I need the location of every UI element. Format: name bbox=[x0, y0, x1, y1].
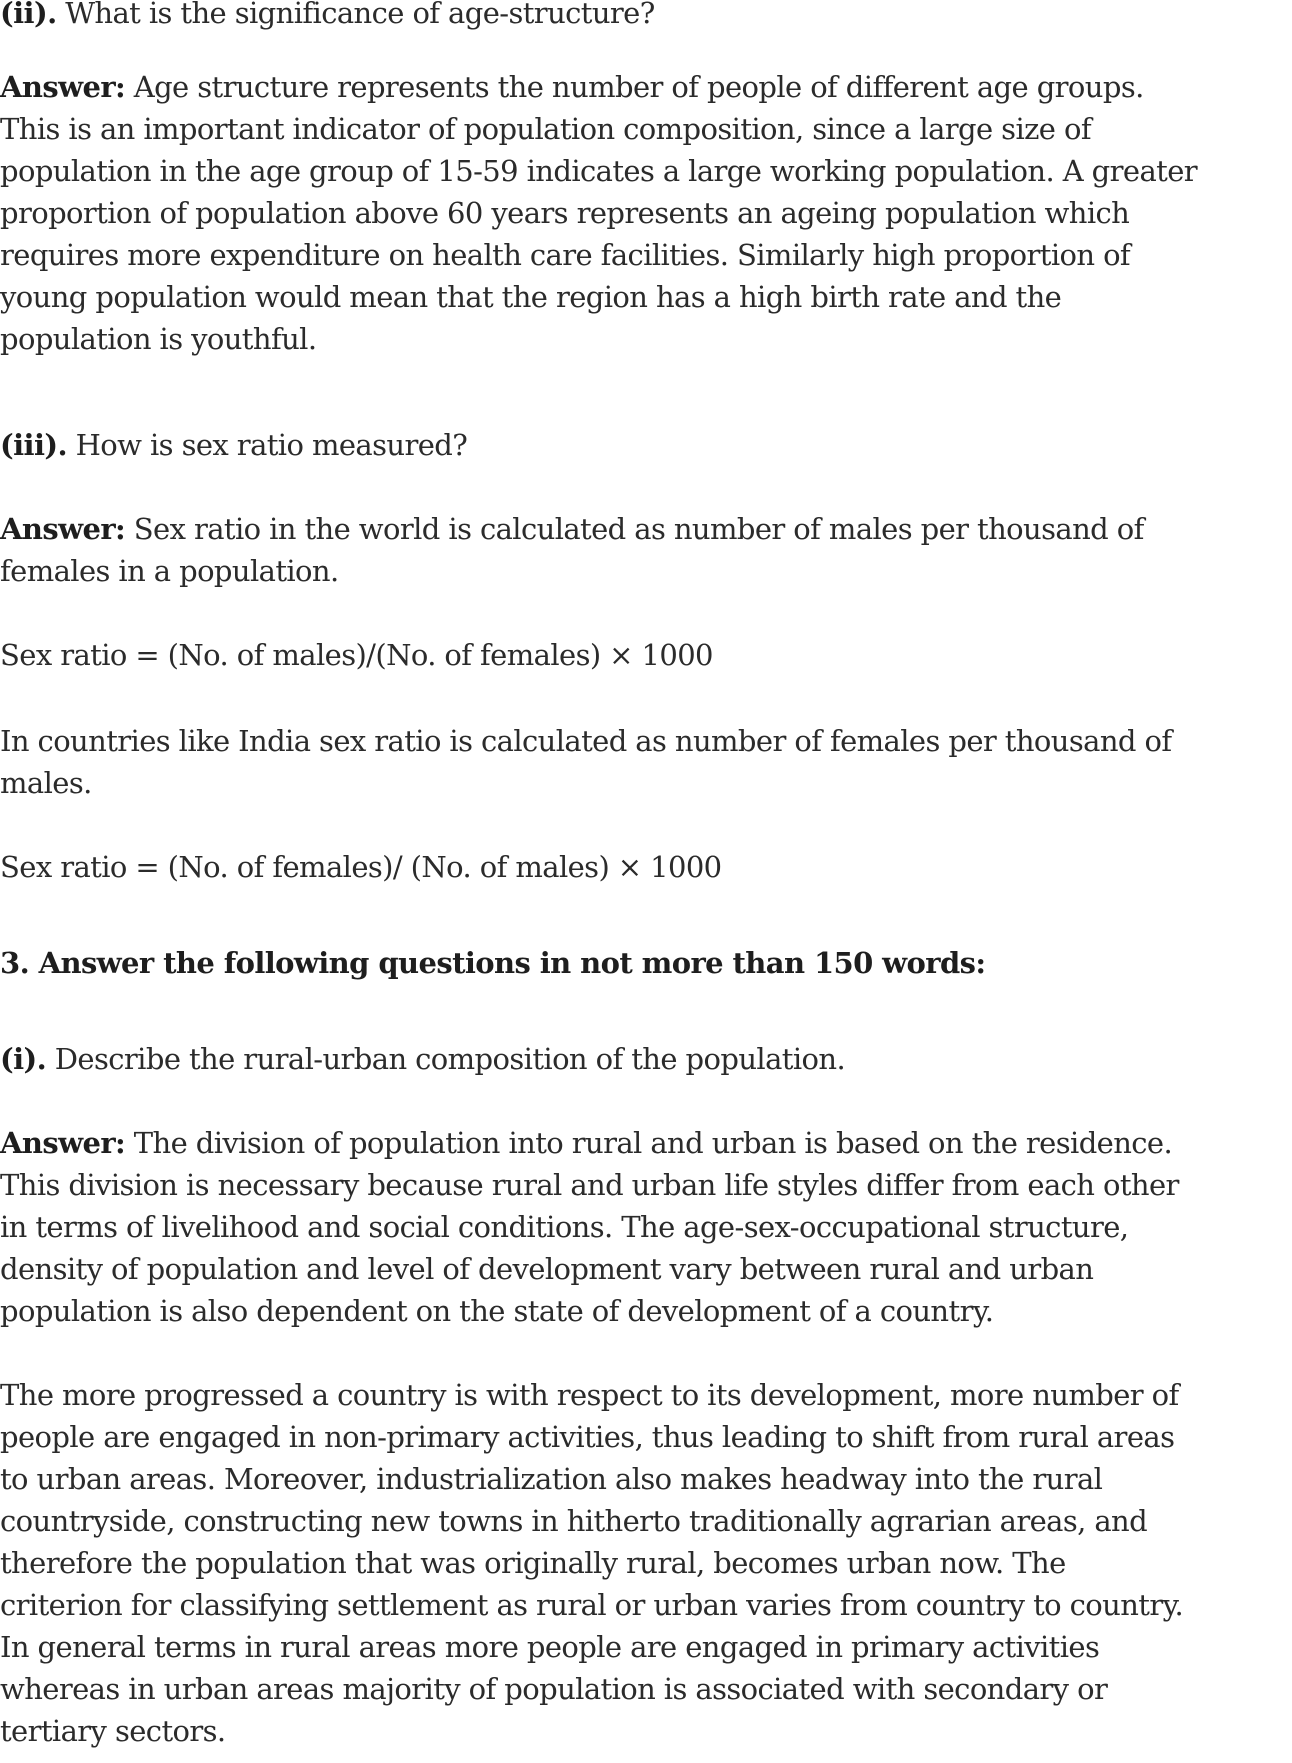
answer-line: population is youthful. bbox=[0, 322, 317, 356]
question-label: (iii). bbox=[0, 428, 67, 462]
question-label: (i). bbox=[0, 1042, 47, 1076]
question-label: (ii). bbox=[0, 0, 57, 30]
answer-line: criterion for classifying settlement as rural or urban varies from country to country. bbox=[0, 1588, 1184, 1622]
formula-india: Sex ratio = (No. of females)/ (No. of males) × 1000 bbox=[0, 850, 722, 884]
answer-line: in terms of livelihood and social conditions. The age-sex-occupational structure, bbox=[0, 1210, 1129, 1244]
text-line: In countries like India sex ratio is calculated as number of females per thousand of bbox=[0, 724, 1172, 758]
answer-label: Answer: bbox=[0, 1126, 126, 1160]
answer-line: This division is necessary because rural and urban life styles differ from each other bbox=[0, 1168, 1179, 1202]
answer-label: Answer: bbox=[0, 512, 126, 546]
formula-world: Sex ratio = (No. of males)/(No. of females) × 1000 bbox=[0, 638, 713, 672]
answer-line: therefore the population that was originally rural, becomes urban now. The bbox=[0, 1546, 1066, 1580]
answer-line: Sex ratio in the world is calculated as number of males per thousand of bbox=[125, 512, 1144, 546]
answer-line: proportion of population above 60 years represents an ageing population which bbox=[0, 196, 1130, 230]
question-text: How is sex ratio measured? bbox=[67, 428, 468, 462]
answer-line: The more progressed a country is with respect to its development, more number of bbox=[0, 1378, 1179, 1412]
answer-line: population is also dependent on the state of development of a country. bbox=[0, 1294, 994, 1328]
answer-line: population in the age group of 15-59 indicates a large working population. A greater bbox=[0, 154, 1198, 188]
question-3-i bbox=[0, 1038, 1292, 1080]
answer-line: requires more expenditure on health care facilities. Similarly high proportion of bbox=[0, 238, 1131, 272]
answer-line: density of population and level of development vary between rural and urban bbox=[0, 1252, 1094, 1286]
answer-label: Answer: bbox=[0, 70, 126, 104]
answer-3-i bbox=[0, 1122, 1292, 1332]
answer-line: whereas in urban areas majority of population is associated with secondary or bbox=[0, 1672, 1108, 1706]
india-sex-ratio-text bbox=[0, 720, 1292, 804]
question-text: What is the significance of age-structure? bbox=[56, 0, 655, 30]
answer-line: females in a population. bbox=[0, 554, 339, 588]
answer-line: Age structure represents the number of people of different age groups. bbox=[125, 70, 1144, 104]
text-line: males. bbox=[0, 766, 92, 800]
answer-line: tertiary sectors. bbox=[0, 1714, 226, 1748]
answer-3-i-paragraph-2 bbox=[0, 1374, 1292, 1752]
section-3-heading: 3. Answer the following questions in not more than 150 words: bbox=[0, 946, 986, 980]
answer-line: people are engaged in non-primary activities, thus leading to shift from rural areas bbox=[0, 1420, 1175, 1454]
answer-line: countryside, constructing new towns in hitherto traditionally agrarian areas, and bbox=[0, 1504, 1148, 1538]
answer-line: In general terms in rural areas more people are engaged in primary activities bbox=[0, 1630, 1100, 1664]
answer-2-iii bbox=[0, 508, 1292, 592]
answer-line: young population would mean that the region has a high birth rate and the bbox=[0, 280, 1062, 314]
question-2-ii bbox=[0, 0, 1292, 34]
answer-2-ii bbox=[0, 66, 1292, 360]
answer-line: This is an important indicator of population composition, since a large size of bbox=[0, 112, 1091, 146]
answer-line: to urban areas. Moreover, industrialization also makes headway into the rural bbox=[0, 1462, 1103, 1496]
question-text: Describe the rural-urban composition of the population. bbox=[46, 1042, 846, 1076]
answer-line: The division of population into rural and urban is based on the residence. bbox=[125, 1126, 1173, 1160]
question-2-iii bbox=[0, 424, 1292, 466]
